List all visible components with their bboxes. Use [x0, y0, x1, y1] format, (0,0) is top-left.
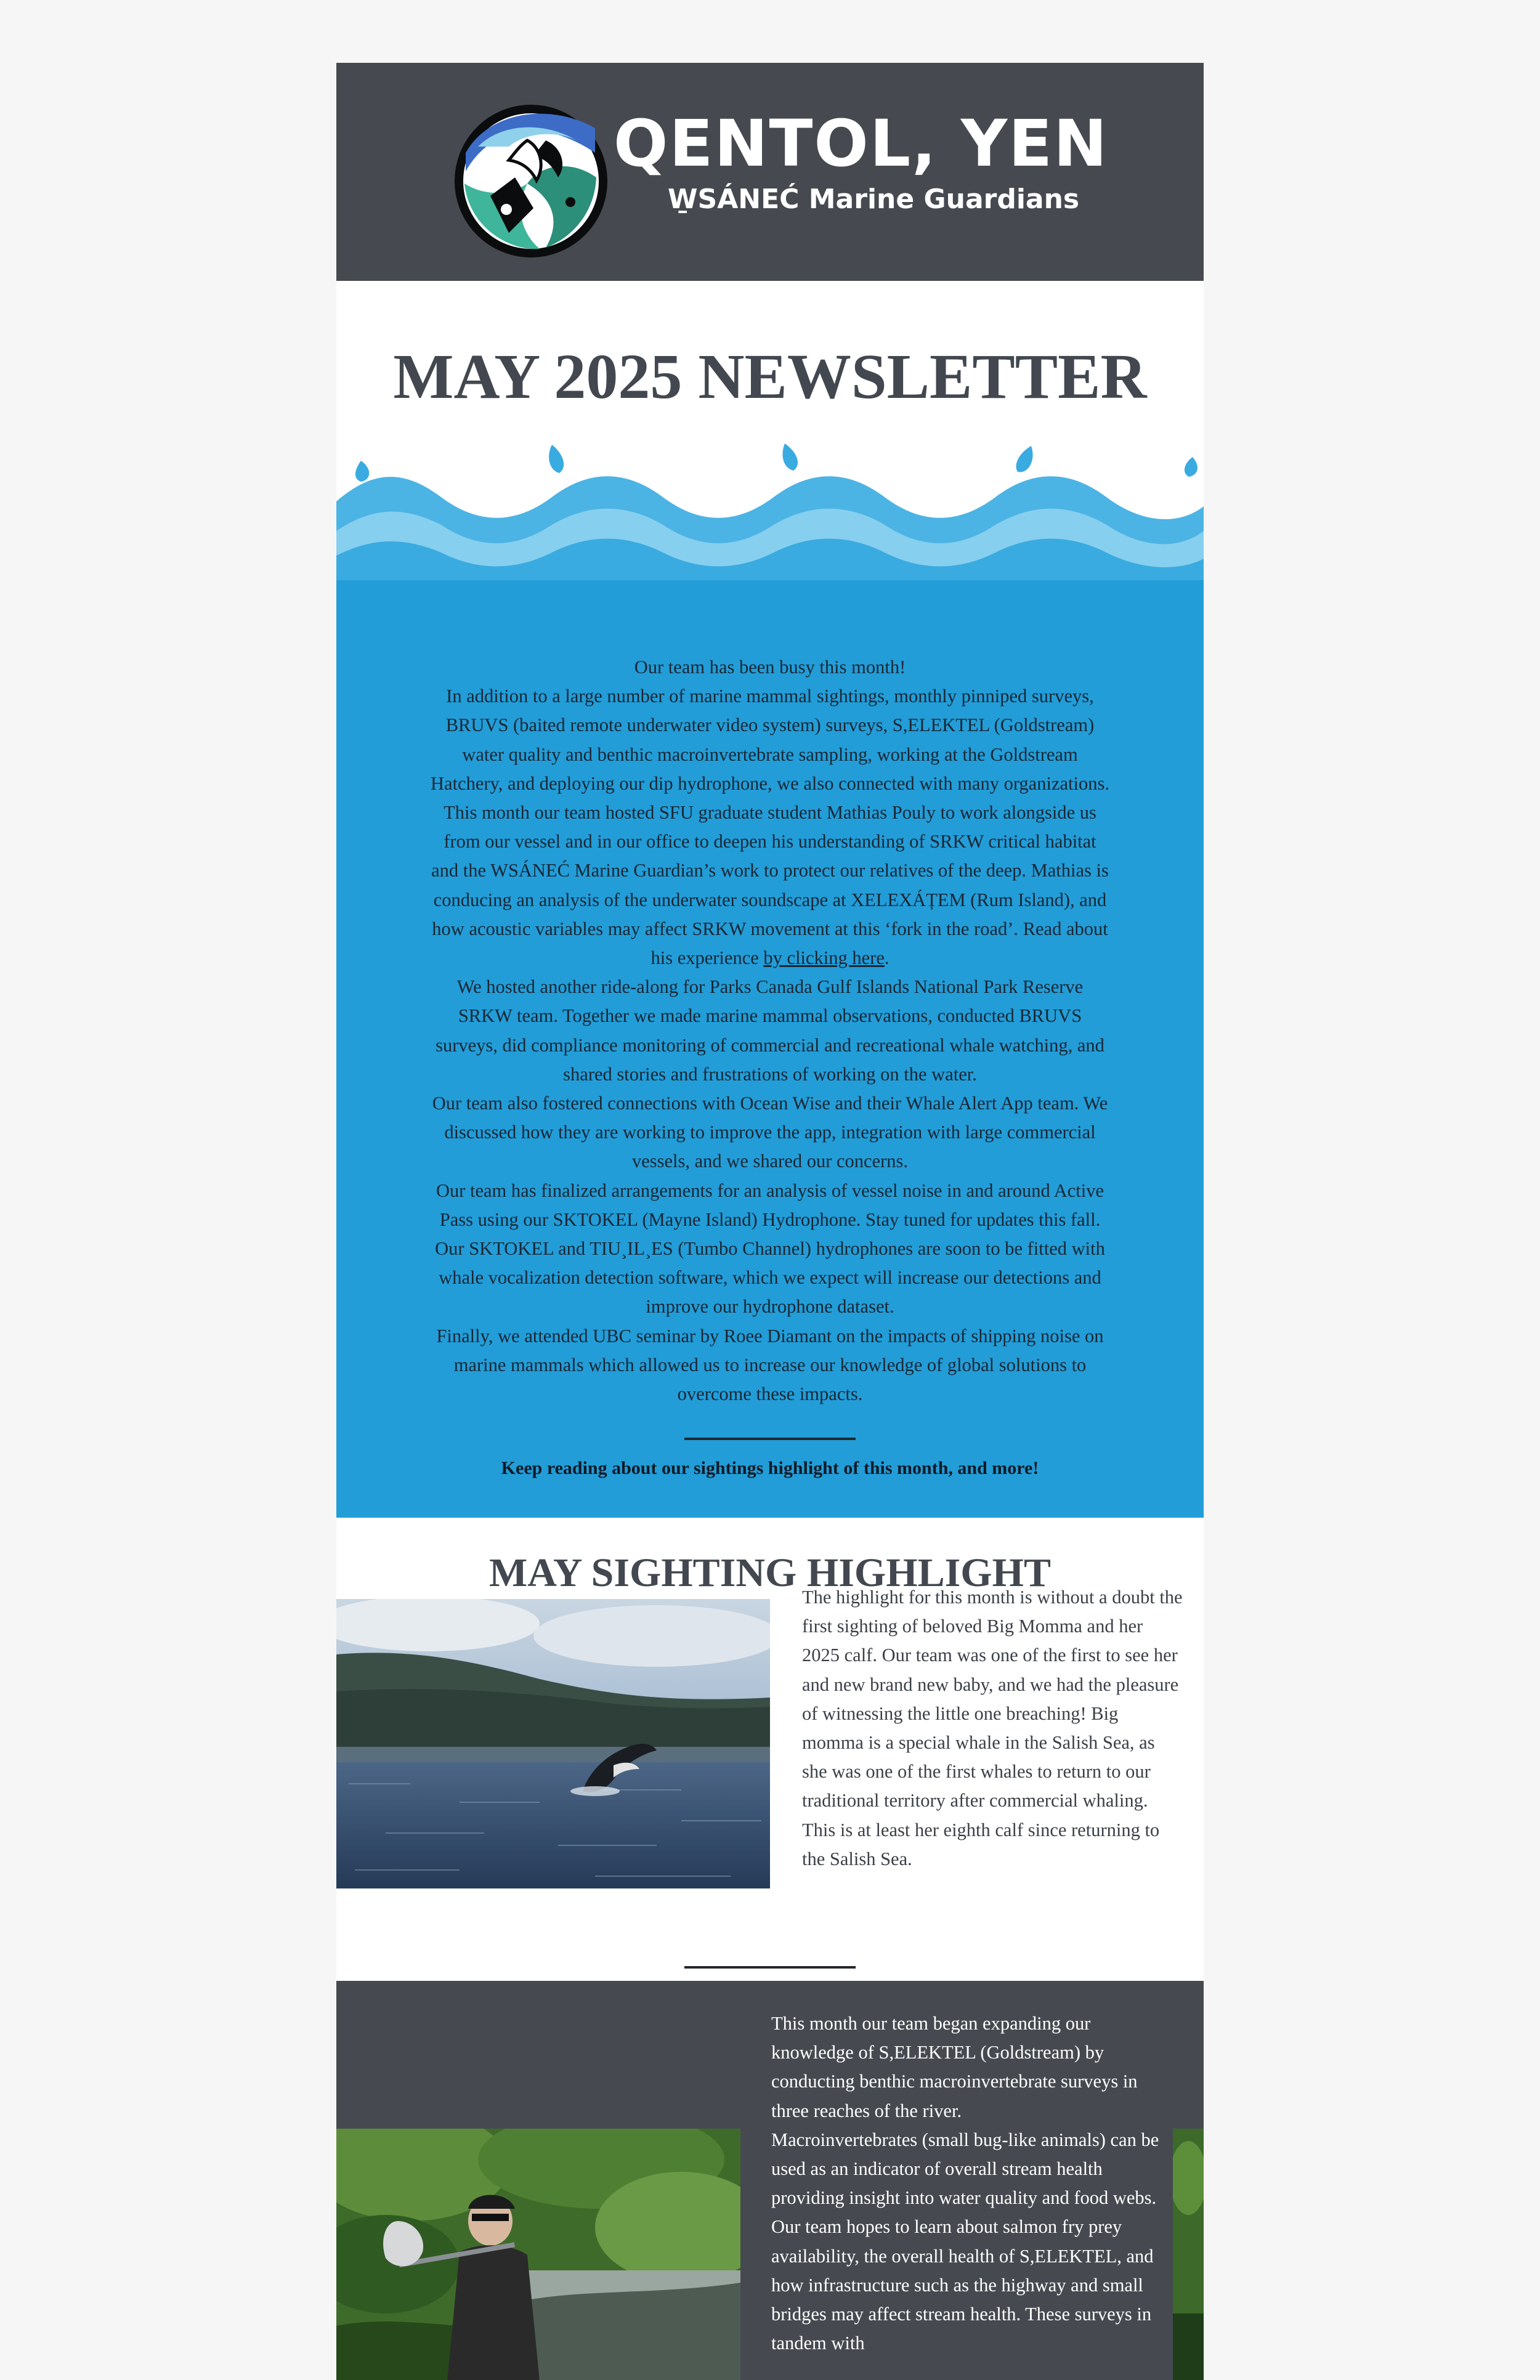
orca-crest-logo-icon — [453, 103, 609, 259]
intro-paragraph — [429, 798, 1111, 973]
intro-paragraph: We hosted another ride-along for Parks Canada Gulf Islands National Park Reserve SRKW team. Together we made marine mammal observations, conducted BRUVS surveys, did compliance monitoring of commercial and recreational whale watching, and shared stories and frustrations of working on the water. — [436, 976, 1104, 1085]
newsletter-title: MAY 2025 NEWSLETTER — [393, 341, 1147, 412]
intro-paragraph: Our team has been busy this month! — [634, 657, 906, 678]
newsletter-container — [336, 63, 1204, 2380]
stream-paragraph: Macroinvertebrates (small bug-like animals) can be used as an indicator of overall stream health providing insight into water quality and food webs. Our team hopes to learn about salmon fry prey availability, the overall health of S,ELEKTEL, and how infrastructure such as the highway and small bridges may affect stream health. These surveys in tandem with — [771, 2129, 1159, 2354]
intro-paragraph: Our team has finalized arrangements for an analysis of vessel noise in and around Active Pass using our SKTOKEL (Mayne Island) Hydrophone. Stay tuned for updates this fall. Our SKTOKEL and TIU¸IL¸ES (Tumbo Channel) hydrophones are soon to be fitted with whale vocalization detection software, which we expect will increase our detections and improve our hydrophone dataset. — [435, 1180, 1105, 1318]
intro-paragraph: In addition to a large number of marine mammal sightings, monthly pinniped surveys, BRUVS (baited remote underwater video system) surveys, S,ELEKTEL (Goldstream) water quality and benthic macroinvertebrate sampling, working at the Goldstream Hatchery, and deploying our dip hydrophone, we also connected with many organizations. — [431, 686, 1109, 794]
highlight-text: The highlight for this month is without a doubt the first sighting of beloved Big Momma and her 2025 calf. Our team was one of the first to see her and new brand new baby, and we had the pleasure of witnessing the little one breaching! Big momma is a special whale in the Salish Sea, as she was one of the first whales to return to our traditional territory after commercial whaling. This is at least her eighth calf since returning to the Salish Sea. — [802, 1587, 1183, 1869]
section-divider — [684, 1438, 856, 1440]
keep-reading-text: Keep reading about our sightings highlight of this month, and more! — [501, 1458, 1039, 1478]
foliage-photo-edge — [1173, 2129, 1204, 2380]
brand-subtitle: W̱SÁNEĆ Marine Guardians — [668, 184, 1080, 215]
stream-paragraph: This month our team began expanding our knowledge of S,ELEKTEL (Goldstream) by conducting benthic macroinvertebrate surveys in three reaches of the river. — [771, 2013, 1138, 2121]
intro-paragraph-end: . — [884, 947, 890, 969]
experience-link[interactable]: by clicking here — [763, 947, 885, 969]
header-banner — [336, 63, 1204, 281]
highlight-title: MAY SIGHTING HIGHLIGHT — [489, 1550, 1051, 1595]
intro-paragraph: Finally, we attended UBC seminar by Roee Diamant on the impacts of shipping noise on marine mammals which allowed us to increase our knowledge of global solutions to overcome these impacts. — [436, 1325, 1104, 1405]
intro-text — [429, 653, 1111, 1409]
wave-decoration — [336, 432, 1204, 642]
guardian-sampling-photo — [336, 2129, 740, 2380]
intro-paragraph: Our team also fostered connections with Ocean Wise and their Whale Alert App team. We discussed how they are working to improve the app, integration with large commercial vessels, and we shared our concerns. — [432, 1093, 1108, 1172]
whale-breach-photo — [336, 1599, 770, 1888]
stream-text — [771, 2009, 1159, 2358]
intro-paragraph-text: This month our team hosted SFU graduate student Mathias Pouly to work alongside us from our vessel and in our office to deepen his understanding of SRKW critical habitat and the WSÁNEĆ Marine Guardian’s work to protect our relatives of the deep. Mathias is conducing an analysis of the underwater soundscape at XELEXÁȚEM (Rum Island), and how acoustic variables may affect SRKW movement at this ‘fork in the road’. Read about his experience — [431, 802, 1109, 969]
brand-title: QENTOL, YEN — [614, 106, 1109, 181]
section-divider — [684, 1966, 856, 1969]
